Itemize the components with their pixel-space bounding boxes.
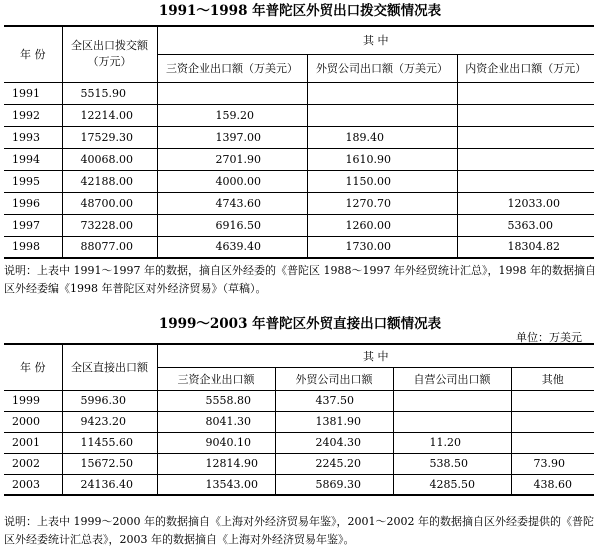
col-header-total: 全区出口拨交额（万元） xyxy=(62,26,157,82)
col-header-year: 年 份 xyxy=(4,26,62,82)
value-cell xyxy=(307,104,457,126)
value-cell: 40068.00 xyxy=(62,148,157,170)
table-row xyxy=(4,474,594,495)
value-cell: 4285.50 xyxy=(393,474,511,495)
table2-title: 1999～2003 年普陀区外贸直接出口额情况表 xyxy=(158,316,442,332)
year-cell: 2002 xyxy=(4,453,62,474)
value-cell: 15672.50 xyxy=(62,453,157,474)
value-cell: 4000.00 xyxy=(157,170,307,192)
table-row xyxy=(4,236,594,258)
year-cell: 1999 xyxy=(4,390,62,411)
year-cell: 1991 xyxy=(4,82,62,104)
col-header-total: 全区直接出口额 xyxy=(62,344,157,390)
value-cell: 2404.30 xyxy=(275,432,393,453)
value-cell: 2245.20 xyxy=(275,453,393,474)
table-row xyxy=(4,432,594,453)
value-cell: 437.50 xyxy=(275,390,393,411)
value-cell: 13543.00 xyxy=(157,474,275,495)
year-cell: 1997 xyxy=(4,214,62,236)
year-cell: 2000 xyxy=(4,411,62,432)
value-cell: 5515.90 xyxy=(62,82,157,104)
value-cell xyxy=(457,104,594,126)
col-header-foreign-funded: 三资企业出口额（万美元） xyxy=(157,54,307,82)
direct-export-table xyxy=(4,343,594,496)
value-cell xyxy=(457,126,594,148)
value-cell: 88077.00 xyxy=(62,236,157,258)
value-cell: 8041.30 xyxy=(157,411,275,432)
value-cell xyxy=(457,148,594,170)
table1-note: 说明：上表中 1991～1997 年的数据，摘自区外经委的《普陀区 1988～1997 年外经贸统计汇总》，1998 年的数据摘自区外经委编《1998 年普陀区对外经济贸易》（草稿）。 xyxy=(4,264,596,295)
year-cell: 2003 xyxy=(4,474,62,495)
value-cell: 12033.00 xyxy=(457,192,594,214)
table-row xyxy=(4,82,594,104)
table-row xyxy=(4,390,594,411)
export-allocation-table xyxy=(4,25,594,259)
value-cell: 11.20 xyxy=(393,432,511,453)
table-row xyxy=(4,104,594,126)
value-cell: 538.50 xyxy=(393,453,511,474)
table-row xyxy=(4,170,594,192)
value-cell: 1260.00 xyxy=(307,214,457,236)
value-cell: 1150.00 xyxy=(307,170,457,192)
table-row xyxy=(4,192,594,214)
year-cell: 1992 xyxy=(4,104,62,126)
value-cell xyxy=(511,411,594,432)
value-cell: 2701.90 xyxy=(157,148,307,170)
value-cell xyxy=(157,82,307,104)
value-cell xyxy=(457,170,594,192)
value-cell: 5996.30 xyxy=(62,390,157,411)
value-cell: 4639.40 xyxy=(157,236,307,258)
value-cell: 5869.30 xyxy=(275,474,393,495)
value-cell: 159.20 xyxy=(157,104,307,126)
value-cell: 438.60 xyxy=(511,474,594,495)
value-cell: 5558.80 xyxy=(157,390,275,411)
col-header-group: 其 中 xyxy=(157,344,594,367)
value-cell: 1610.90 xyxy=(307,148,457,170)
table2-unit: 单位：万美元 xyxy=(516,331,582,344)
value-cell: 11455.60 xyxy=(62,432,157,453)
col-header-year: 年 份 xyxy=(4,344,62,390)
value-cell: 189.40 xyxy=(307,126,457,148)
value-cell: 18304.82 xyxy=(457,236,594,258)
year-cell: 1994 xyxy=(4,148,62,170)
col-header-other: 其他 xyxy=(511,367,594,390)
value-cell xyxy=(511,432,594,453)
col-header-domestic: 内资企业出口额（万元） xyxy=(457,54,594,82)
value-cell: 73228.00 xyxy=(62,214,157,236)
value-cell: 17529.30 xyxy=(62,126,157,148)
value-cell: 12814.90 xyxy=(157,453,275,474)
value-cell: 9423.20 xyxy=(62,411,157,432)
value-cell xyxy=(307,82,457,104)
col-header-trade-company: 外贸公司出口额 xyxy=(275,367,393,390)
table-row xyxy=(4,453,594,474)
col-header-foreign-funded: 三资企业出口额 xyxy=(157,367,275,390)
value-cell xyxy=(393,390,511,411)
year-cell: 1993 xyxy=(4,126,62,148)
table-row xyxy=(4,148,594,170)
year-cell: 1996 xyxy=(4,192,62,214)
value-cell: 42188.00 xyxy=(62,170,157,192)
value-cell: 48700.00 xyxy=(62,192,157,214)
table-row xyxy=(4,214,594,236)
table-row xyxy=(4,411,594,432)
table2-note: 说明：上表中 1999～2000 年的数据摘自《上海对外经济贸易年鉴》，2001～2002 年的数据摘自区外经委提供的《普陀区外经委统计汇总表》，2003 年的数据摘自《上海对外经济贸易年鉴》。 xyxy=(4,515,594,546)
year-cell: 1995 xyxy=(4,170,62,192)
value-cell xyxy=(393,411,511,432)
value-cell: 1397.00 xyxy=(157,126,307,148)
value-cell: 9040.10 xyxy=(157,432,275,453)
value-cell: 12214.00 xyxy=(62,104,157,126)
value-cell xyxy=(457,82,594,104)
value-cell: 6916.50 xyxy=(157,214,307,236)
value-cell: 4743.60 xyxy=(157,192,307,214)
col-header-self-operated: 自营公司出口额 xyxy=(393,367,511,390)
table1-title: 1991～1998 年普陀区外贸出口拨交额情况表 xyxy=(158,3,442,19)
year-cell: 1998 xyxy=(4,236,62,258)
col-header-group: 其 中 xyxy=(157,26,594,54)
table-row xyxy=(4,126,594,148)
value-cell: 5363.00 xyxy=(457,214,594,236)
value-cell: 1381.90 xyxy=(275,411,393,432)
value-cell: 1730.00 xyxy=(307,236,457,258)
value-cell xyxy=(511,390,594,411)
value-cell: 24136.40 xyxy=(62,474,157,495)
year-cell: 2001 xyxy=(4,432,62,453)
value-cell: 1270.70 xyxy=(307,192,457,214)
col-header-trade-company: 外贸公司出口额（万美元） xyxy=(307,54,457,82)
value-cell: 73.90 xyxy=(511,453,594,474)
